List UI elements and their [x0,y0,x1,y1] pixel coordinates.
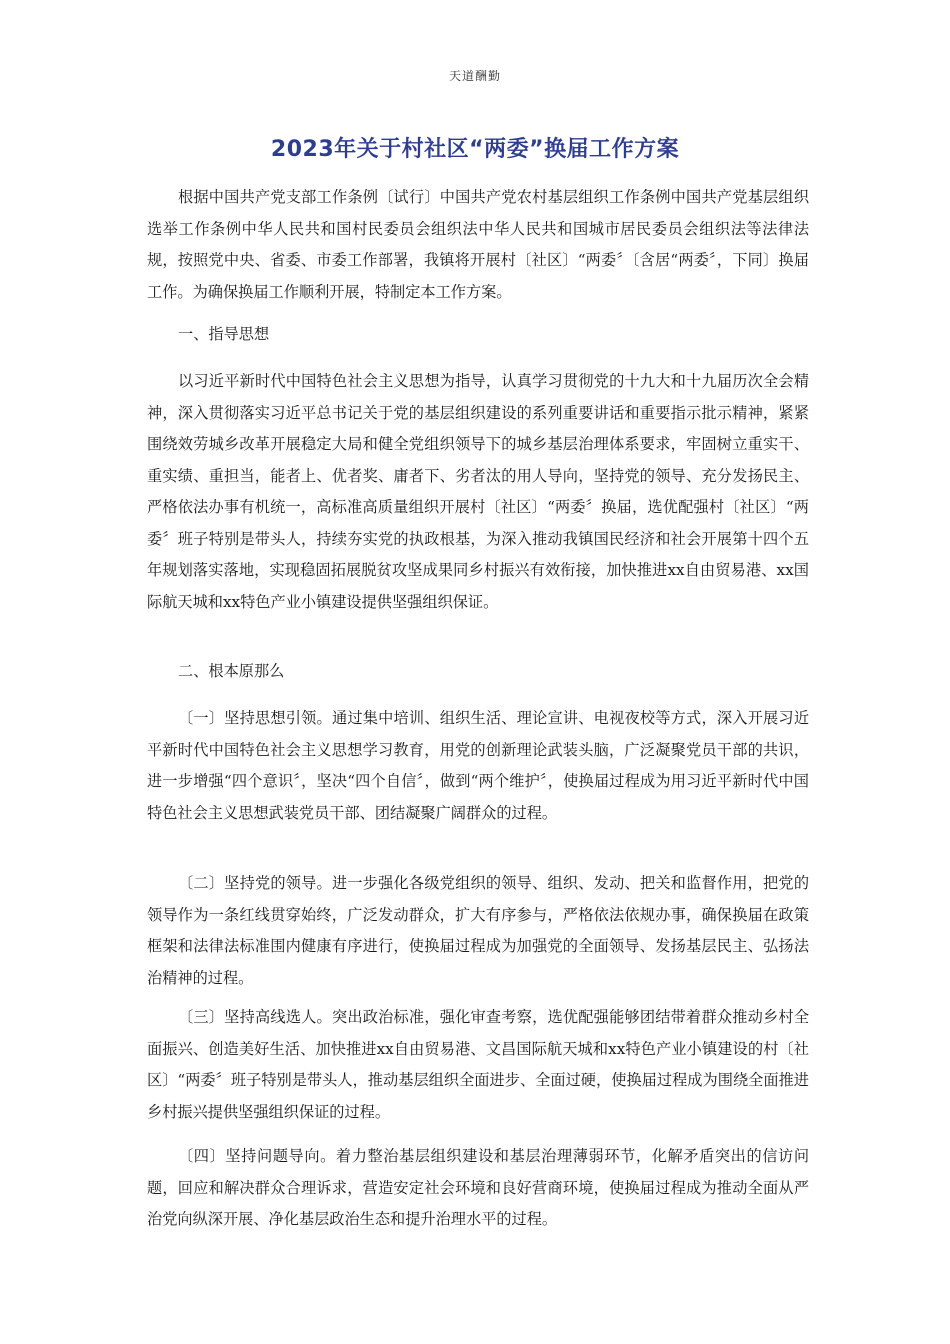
section-heading-guiding-ideology: 一、指导思想 [178,325,270,343]
section-heading-basic-principles: 二、根本原那么 [178,662,285,680]
header-note: 天道酬勤 [448,69,501,83]
guiding-ideology-paragraph: 以习近平新时代中国特色社会主义思想为指导，认真学习贯彻党的十九大和十九届历次全会精神，深入贯彻落实习近平总书记关于党的基层组织建设的系列重要讲话和重要指示批示精神，紧紧围绕效劳城乡改革开展稳定大局和健全党组织领导下的城乡基层治理体系要求，牢固树立重实干、重实绩、重担当，能者上、优者奖、庸者下、劣者汰的用人导向，坚持党的领导、充分发扬民主、严格依法办事有机统一，高标准高质量组织开展村〔社区〕“两委〞换届，选优配强村〔社区〕“两委〞班子特别是带头人，持续夯实党的执政根基，为深入推动我镇国民经济和社会开展第十四个五年规划落实落地，实现稳固拓展脱贫攻坚成果同乡村振兴有效衔接，加快推进xx自由贸易港、xx国际航天城和xx特色产业小镇建设提供坚强组织保证。 [147,372,809,611]
document-title: 2023年关于村社区“两委”换届工作方案 [270,137,680,162]
intro-paragraph: 根据中国共产党支部工作条例〔试行〕中国共产党农村基层组织工作条例中国共产党基层组织选举工作条例中华人民共和国村民委员会组织法中华人民共和国城市居民委员会组织法等法律法规，按照党中央、省委、市委工作部署，我镇将开展村〔社区〕“两委〞〔含居“两委〞，下同〕换届工作。为确保换届工作顺利开展，特制定本工作方案。 [147,188,809,301]
principle-paragraph-2: 〔二〕坚持党的领导。进一步强化各级党组织的领导、组织、发动、把关和监督作用，把党的领导作为一条红线贯穿始终，广泛发动群众，扩大有序参与，严格依法依规办事，确保换届在政策框架和法律法标准围内健康有序进行，使换届过程成为加强党的全面领导、发扬基层民主、弘扬法治精神的过程。 [147,874,809,987]
principle-paragraph-1: 〔一〕坚持思想引领。通过集中培训、组织生活、理论宣讲、电视夜校等方式，深入开展习近平新时代中国特色社会主义思想学习教育，用党的创新理论武装头脑，广泛凝聚党员干部的共识，进一步增强“四个意识〞，坚决“四个自信〞，做到“两个维护〞，使换届过程成为用习近平新时代中国特色社会主义思想武装党员干部、团结凝聚广阔群众的过程。 [147,709,809,822]
principle-paragraph-4: 〔四〕坚持问题导向。着力整治基层组织建设和基层治理薄弱环节，化解矛盾突出的信访问题，回应和解决群众合理诉求，营造安定社会环境和良好营商环境，使换届过程成为推动全面从严治党向纵深开展、净化基层政治生态和提升治理水平的过程。 [147,1147,809,1228]
principle-paragraph-3: 〔三〕坚持高线选人。突出政治标准，强化审查考察，选优配强能够团结带着群众推动乡村全面振兴、创造美好生活、加快推进xx自由贸易港、文昌国际航天城和xx特色产业小镇建设的村〔社区〕“两委〞班子特别是带头人，推动基层组织全面进步、全面过硬，使换届过程成为围绕全面推进乡村振兴提供坚强组织保证的过程。 [147,1008,809,1121]
